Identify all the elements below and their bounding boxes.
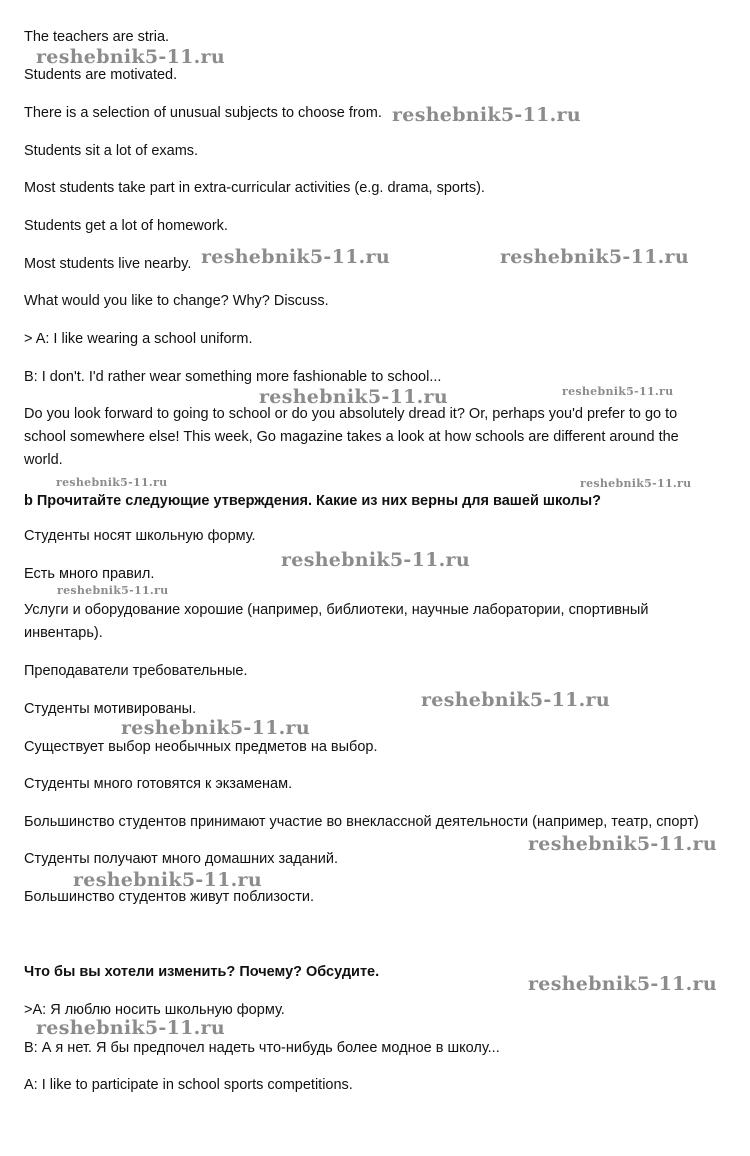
- text-line: Most students live nearby.: [24, 256, 192, 272]
- watermark: reshebnik5-11.ru: [392, 104, 581, 126]
- text-line: A: I like to participate in school sports competitions.: [24, 1077, 353, 1093]
- text-line: There is a selection of unusual subjects to choose from.: [24, 105, 382, 121]
- text-line: B: I don't. I'd rather wear something more fashionable to school...: [24, 369, 442, 385]
- watermark: reshebnik5-11.ru: [201, 246, 390, 268]
- text-line: >A: Я люблю носить школьную форму.: [24, 1002, 285, 1018]
- watermark: reshebnik5-11.ru: [36, 1017, 225, 1039]
- text-paragraph: Услуги и оборудование хорошие (например, библиотеки, научные лаборатории, спортивный инвентарь).: [24, 602, 649, 641]
- watermark: reshebnik5-11.ru: [528, 833, 717, 855]
- watermark: reshebnik5-11.ru: [56, 476, 168, 489]
- text-line: Существует выбор необычных предметов на выбор.: [24, 739, 378, 755]
- watermark: reshebnik5-11.ru: [259, 386, 448, 408]
- text-line: Students get a lot of homework.: [24, 218, 228, 234]
- text-paragraph: Do you look forward to going to school or do you absolutely dread it? Or, perhaps you'd prefer to go to school somewhere else! This week, Go magazine takes a look at how schools are different around the world.: [24, 406, 679, 468]
- text-line: Most students take part in extra-curricular activities (e.g. drama, sports).: [24, 180, 485, 196]
- text-line: The teachers are stria.: [24, 29, 170, 45]
- watermark: reshebnik5-11.ru: [57, 584, 169, 597]
- watermark: reshebnik5-11.ru: [580, 477, 692, 490]
- text-line: Студенты много готовятся к экзаменам.: [24, 776, 293, 792]
- watermark: reshebnik5-11.ru: [281, 549, 470, 571]
- text-line: Студенты носят школьную форму.: [24, 528, 256, 544]
- text-line: Преподаватели требовательные.: [24, 663, 248, 679]
- watermark: reshebnik5-11.ru: [562, 385, 674, 398]
- text-line: Students sit a lot of exams.: [24, 143, 199, 159]
- text-line: Студенты мотивированы.: [24, 701, 197, 717]
- section-heading: b Прочитайте следующие утверждения. Какие из них верны для вашей школы?: [24, 493, 601, 509]
- text-line: What would you like to change? Why? Discuss.: [24, 293, 329, 309]
- text-line: > A: I like wearing a school uniform.: [24, 331, 253, 347]
- text-line: Students are motivated.: [24, 67, 178, 83]
- text-line: Большинство студентов принимают участие во внеклассной деятельности (например, театр, спорт): [24, 814, 699, 830]
- watermark: reshebnik5-11.ru: [421, 689, 610, 711]
- watermark: reshebnik5-11.ru: [121, 717, 310, 739]
- watermark: reshebnik5-11.ru: [528, 973, 717, 995]
- text-line: Есть много правил.: [24, 566, 155, 582]
- text-line: B: А я нет. Я бы предпочел надеть что-нибудь более модное в школу...: [24, 1040, 500, 1056]
- watermark: reshebnik5-11.ru: [500, 246, 689, 268]
- watermark: reshebnik5-11.ru: [36, 46, 225, 68]
- text-line: Большинство студентов живут поблизости.: [24, 889, 314, 905]
- section-heading: Что бы вы хотели изменить? Почему? Обсудите.: [24, 964, 380, 980]
- text-line: Студенты получают много домашних заданий.: [24, 851, 338, 867]
- watermark: reshebnik5-11.ru: [73, 869, 262, 891]
